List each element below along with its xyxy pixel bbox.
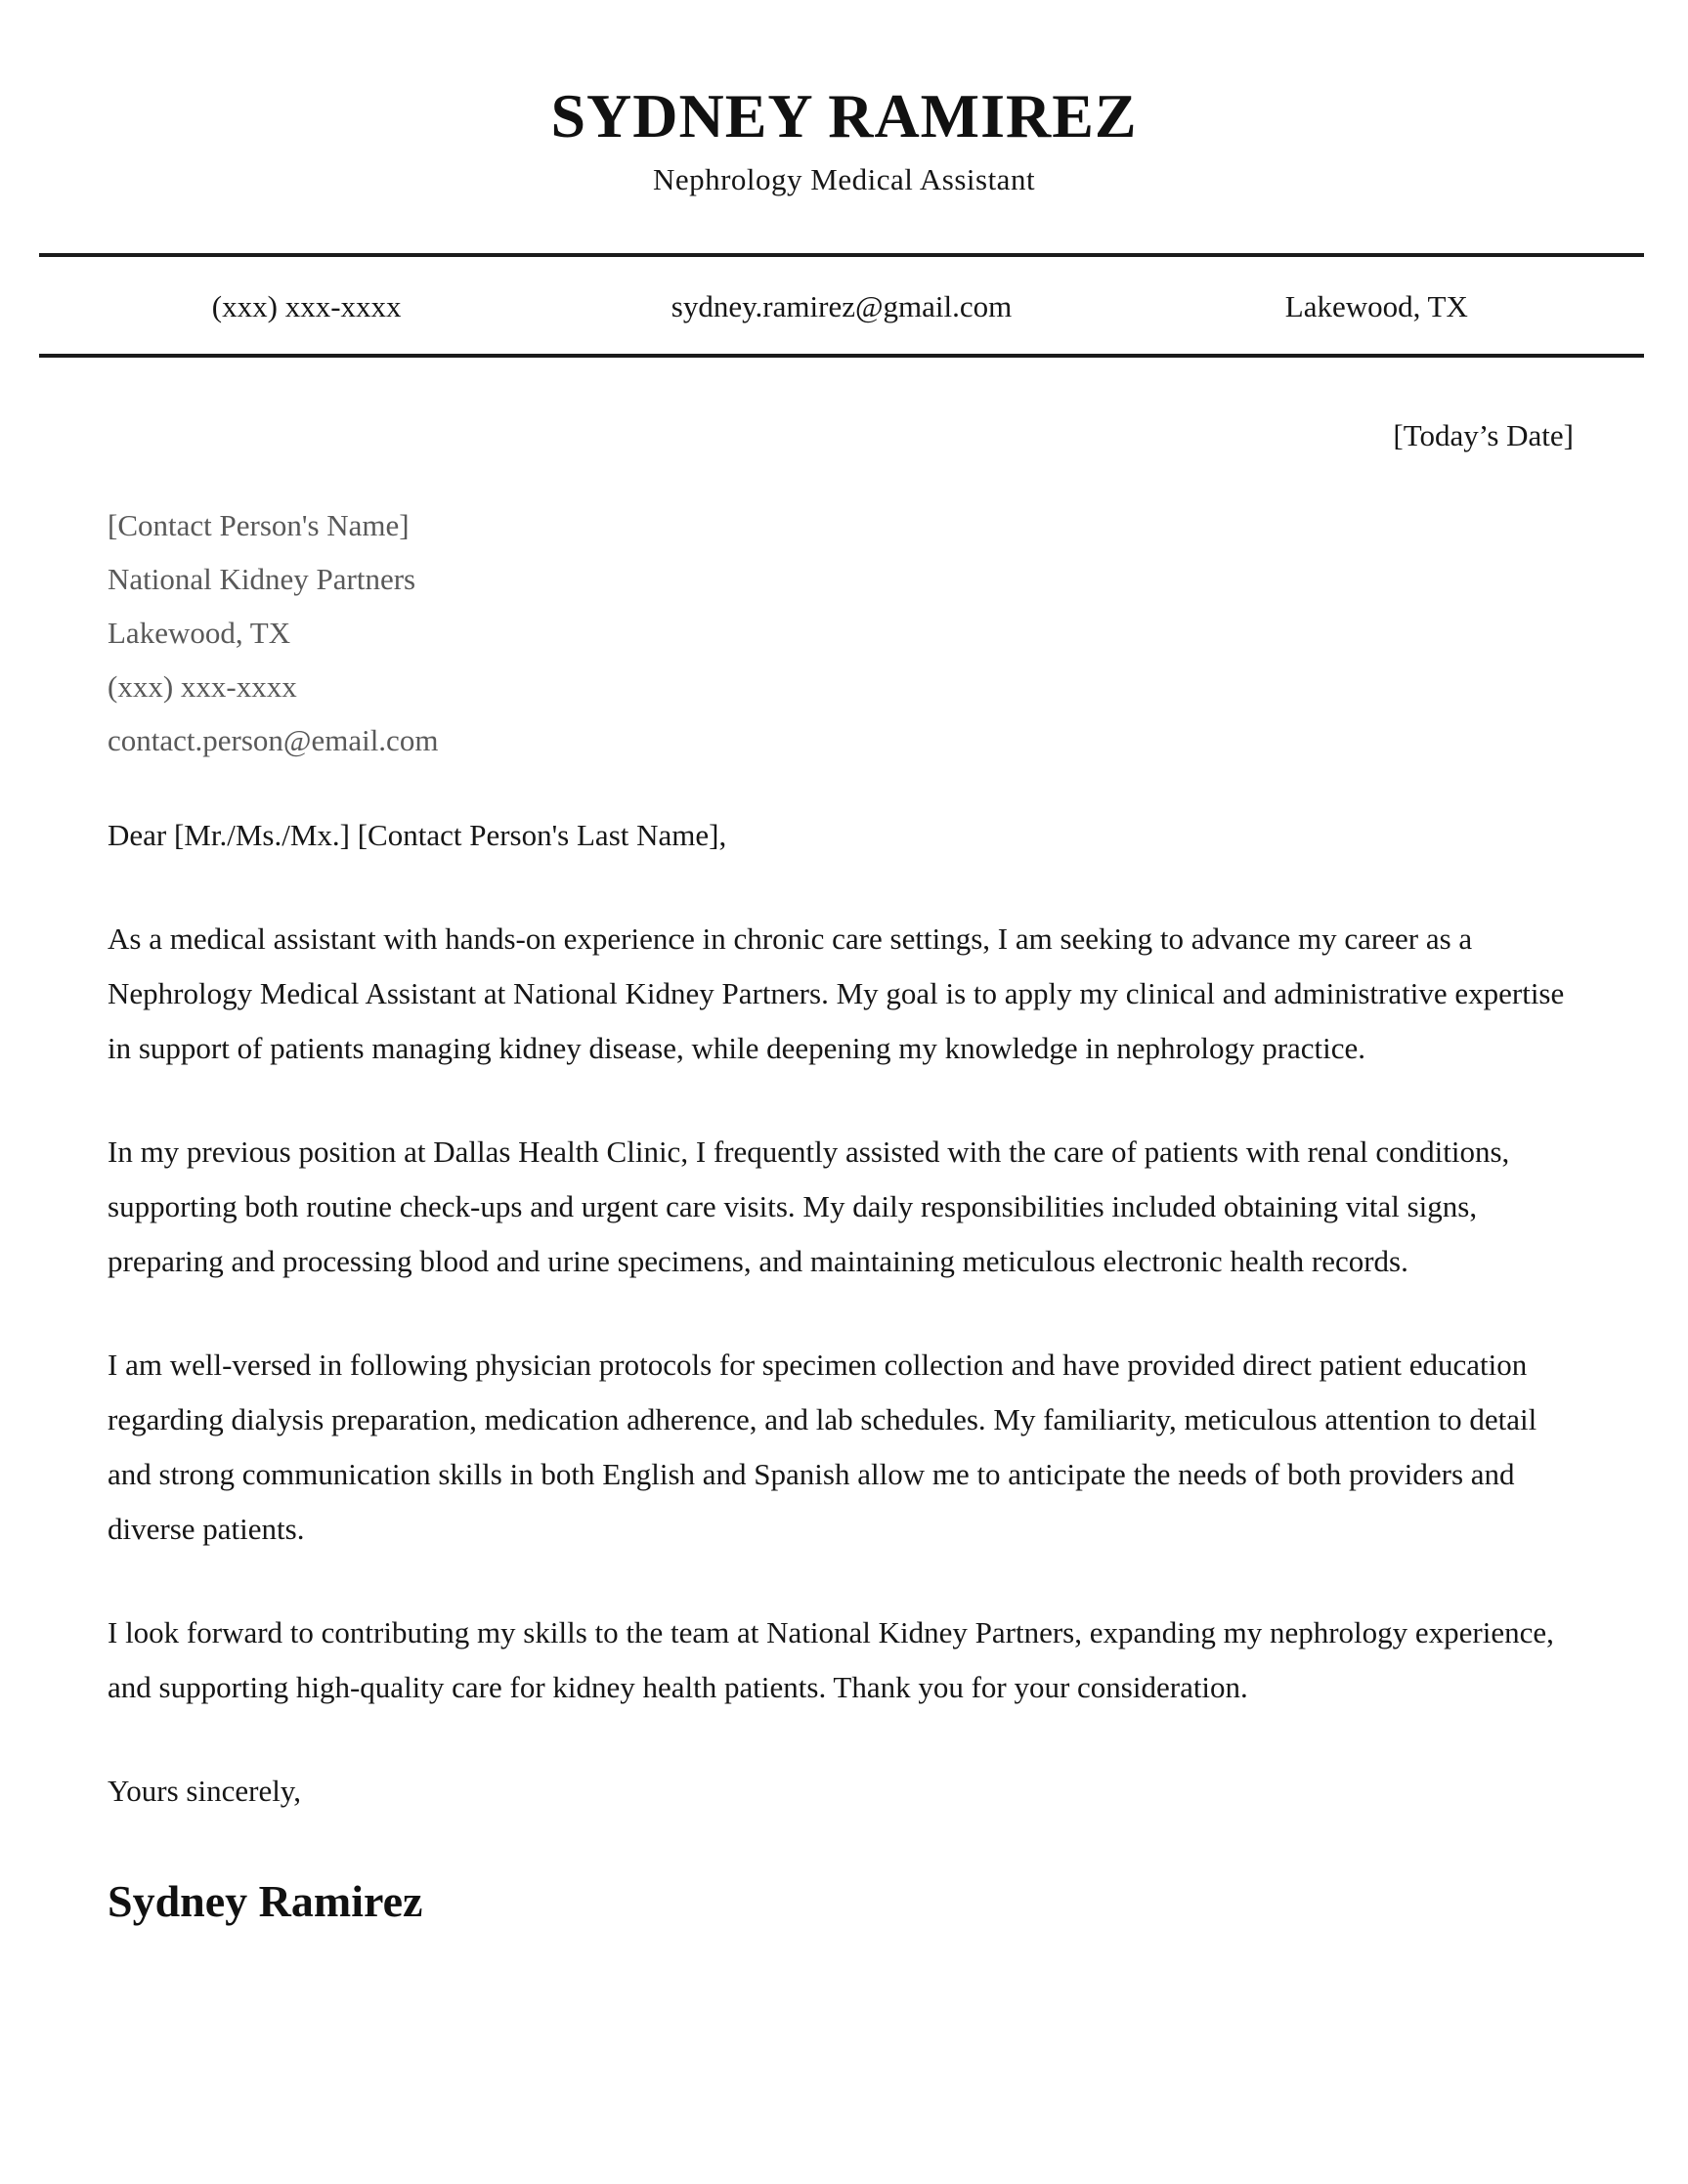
recipient-company: National Kidney Partners <box>108 561 416 596</box>
recipient-name: [Contact Person's Name] <box>108 507 410 542</box>
body-paragraph-1: As a medical assistant with hands-on experience in chronic care settings, I am seeking to advance my career as a Nephrology Medical Assistant at National Kidney Partners. My goal is to apply my clinical and administrative expertise in support of patients managing kidney disease, while deepening my knowledge in nephrology practice. <box>108 921 1565 1065</box>
contact-bar <box>39 253 1644 358</box>
contact-location: Lakewood, TX <box>1284 289 1468 324</box>
contact-phone: (xxx) xxx-xxxx <box>211 289 402 324</box>
recipient-location: Lakewood, TX <box>108 615 291 650</box>
signature-name: Sydney Ramirez <box>108 1875 423 1926</box>
candidate-job-title: Nephrology Medical Assistant <box>652 161 1036 196</box>
body-paragraph-3: I am well-versed in following physician protocols for specimen collection and have provided direct patient education regarding dialysis preparation, medication adherence, and lab schedules. My familiarity, meticulous attention to detail and strong communication skills in both English and Spanish allow me to anticipate the needs of both providers and diverse patients. <box>108 1347 1537 1546</box>
body-paragraph-4: I look forward to contributing my skills to the team at National Kidney Partners, expanding my nephrology experience, and supporting high-quality care for kidney health patients. Thank you for your consideration. <box>108 1614 1554 1704</box>
candidate-name: SYDNEY RAMIREZ <box>550 81 1138 150</box>
recipient-phone: (xxx) xxx-xxxx <box>108 668 297 704</box>
body-paragraph-2: In my previous position at Dallas Health Clinic, I frequently assisted with the care of patients with renal conditions, supporting both routine check-ups and urgent care visits. My daily responsibilities included obtaining vital signs, preparing and processing blood and urine specimens, and maintaining meticulous electronic health records. <box>108 1134 1510 1278</box>
recipient-block <box>108 498 1574 767</box>
recipient-email: contact.person@email.com <box>108 722 439 757</box>
letter-header <box>0 0 1688 196</box>
letter-date: [Today’s Date] <box>1393 417 1574 452</box>
closing-line: Yours sincerely, <box>108 1773 302 1808</box>
salutation: Dear [Mr./Ms./Mx.] [Contact Person's Last Name], <box>108 817 727 852</box>
letter-body <box>0 408 1688 1931</box>
contact-email: sydney.ramirez@gmail.com <box>671 289 1013 324</box>
